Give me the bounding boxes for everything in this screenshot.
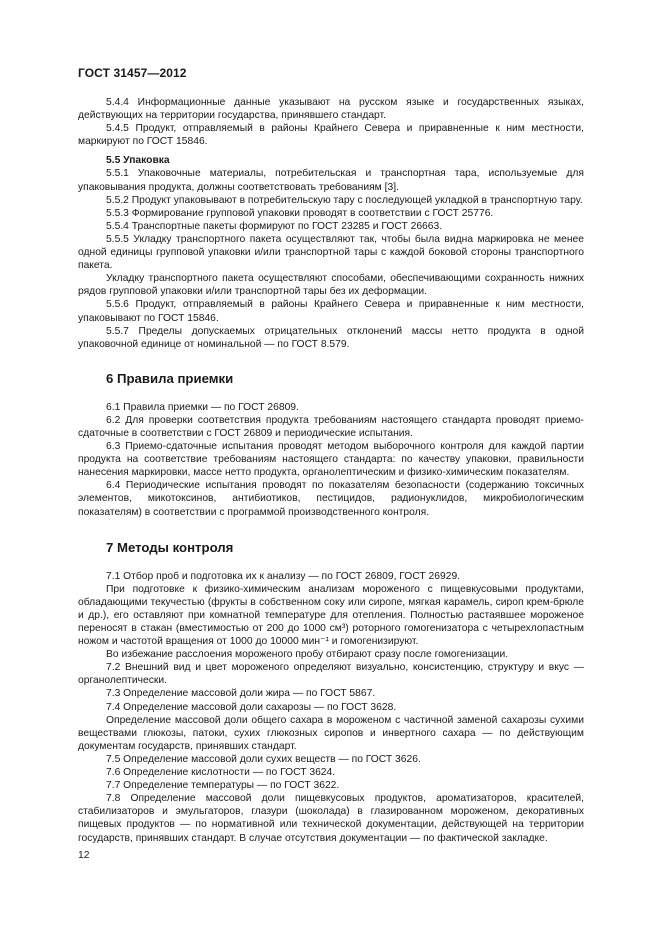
clause-6-2: 6.2 Для проверки соответствия продукта требованиям настоящего стандарта проводят приемо-сдаточные в соответствии с ГОСТ 26809 и периодические испытания. [78,414,584,439]
clause-6-1: 6.1 Правила приемки — по ГОСТ 26809. [106,401,299,413]
clause-7-7: 7.7 Определение температуры — по ГОСТ 3622. [106,780,340,792]
clause-6-3: 6.3 Приемо-сдаточные испытания проводят методом выборочного контроля для каждой партии продукта на соответствие требованиям настоящего стандарта: по качеству упаковки, правильности нанесения маркировки, массе нетто продукта, органолептическим и физико-химическим показателям. [78,441,584,479]
paragraph-5-5-5-cont: Укладку транспортного пакета осуществляют способами, обеспечивающими сохранность нижних рядов групповой упаковки и/или транспортной тары без их деформации. [78,273,584,298]
clause-7-3: 7.3 Определение массовой доли жира — по ГОСТ 5867. [106,688,376,700]
paragraph-7-4-total-sugar: Определение массовой доли общего сахара в мороженом с частичной заменой сахарозы сухими веществами глюкозы, патоки, сухих глюкозных сиропов и инвертного сахара — по действующим документам государств, принявших стандарт. [78,714,584,752]
section-title-6: 6 Правила приемки [106,370,234,386]
clause-5-5-4: 5.5.4 Транспортные пакеты формируют по ГОСТ 23285 и ГОСТ 26663. [106,220,443,232]
document-body [78,96,584,845]
clause-5-4-4: 5.4.4 Информационные данные указывают на русском языке и государственных языках, действующих на территории государства, принявшего стандарт. [78,97,584,122]
clause-5-5-7: 5.5.7 Пределы допускаемых отрицательных отклонений массы нетто продукта в одной упаковочной единице от номинальной — по ГОСТ 8.579. [78,325,584,350]
section-title-7: 7 Методы контроля [106,539,234,555]
paragraph-7-1-preparation: При подготовке к физико-химическим анализам мороженого с пищевкусовыми продуктами, обладающими текучестью (фрукты в собственном соку или сиропе, мягкая карамель, сироп крем-брюле и др.), его оставляют при комнатной температуре для отепления. Полностью растаявшее мороженое переносят в стакан (вместимостью от 200 до 1000 см³) роторного гомогенизатора с четырехлопастным ножом и частотой вращения от 1000 до 10000 мин⁻¹ и гомогенизируют. [78,583,584,648]
clause-7-8: 7.8 Определение массовой доли пищевкусовых продуктов, ароматизаторов, красителей, стабилизаторов и эмульгаторов, глазури (шоколада) в глазированном мороженом, декоративных пищевых продуктов — по нормативной или технической документации, действующей на территории государств, принявших стандарт. В случае отсутствия документации — по фактической закладке. [78,793,584,844]
clause-7-1: 7.1 Отбор проб и подготовка их к анализу — по ГОСТ 26809, ГОСТ 26929. [106,570,461,582]
clause-5-4-5: 5.4.5 Продукт, отправляемый в районы Крайнего Севера и приравненные к ним местности, маркируют по ГОСТ 15846. [78,123,584,148]
clause-5-5-2: 5.5.2 Продукт упаковывают в потребительскую тару с последующей укладкой в транспортную тару. [106,194,583,206]
clause-5-5-6: 5.5.6 Продукт, отправляемый в районы Крайнего Севера и приравненные к ним местности, упаковывают по ГОСТ 15846. [78,299,584,324]
clause-5-5-5: 5.5.5 Укладку транспортного пакета осуществляют так, чтобы была видна маркировка не менее одной единицы групповой упаковки и/или транспортной тары с каждой боковой стороны транспортного пакета. [78,233,584,272]
clause-7-4: 7.4 Определение массовой доли сахарозы — по ГОСТ 3628. [106,701,397,713]
clause-5-5-1: 5.5.1 Упаковочные материалы, потребительская и транспортная тара, используемые для упаковывания продукта, должны соответствовать требованиям [3]. [78,168,584,193]
clause-7-6: 7.6 Определение кислотности — по ГОСТ 3624. [106,767,336,779]
clause-5-5-3: 5.5.3 Формирование групповой упаковки проводят в соответствии с ГОСТ 25776. [106,207,494,219]
clause-6-4: 6.4 Периодические испытания проводят по показателям безопасности (содержанию токсичных элементов, микотоксинов, антибиотиков, пестицидов, радионуклидов, микробиологическим показателям) в соответствии с программой производственного контроля. [78,480,584,518]
clause-7-5: 7.5 Определение массовой доли сухих веществ — по ГОСТ 3626. [106,753,421,765]
page-number: 12 [78,850,90,861]
document-header: ГОСТ 31457—2012 [78,66,187,80]
clause-7-2: 7.2 Внешний вид и цвет мороженого определяют визуально, консистенцию, структуру и вкус — органолептически. [78,662,584,687]
paragraph-7-1-homogenization: Во избежание расслоения мороженого пробу отбирают сразу после гомогенизации. [106,649,509,661]
subsection-title-5-5: 5.5 Упаковка [106,155,170,167]
